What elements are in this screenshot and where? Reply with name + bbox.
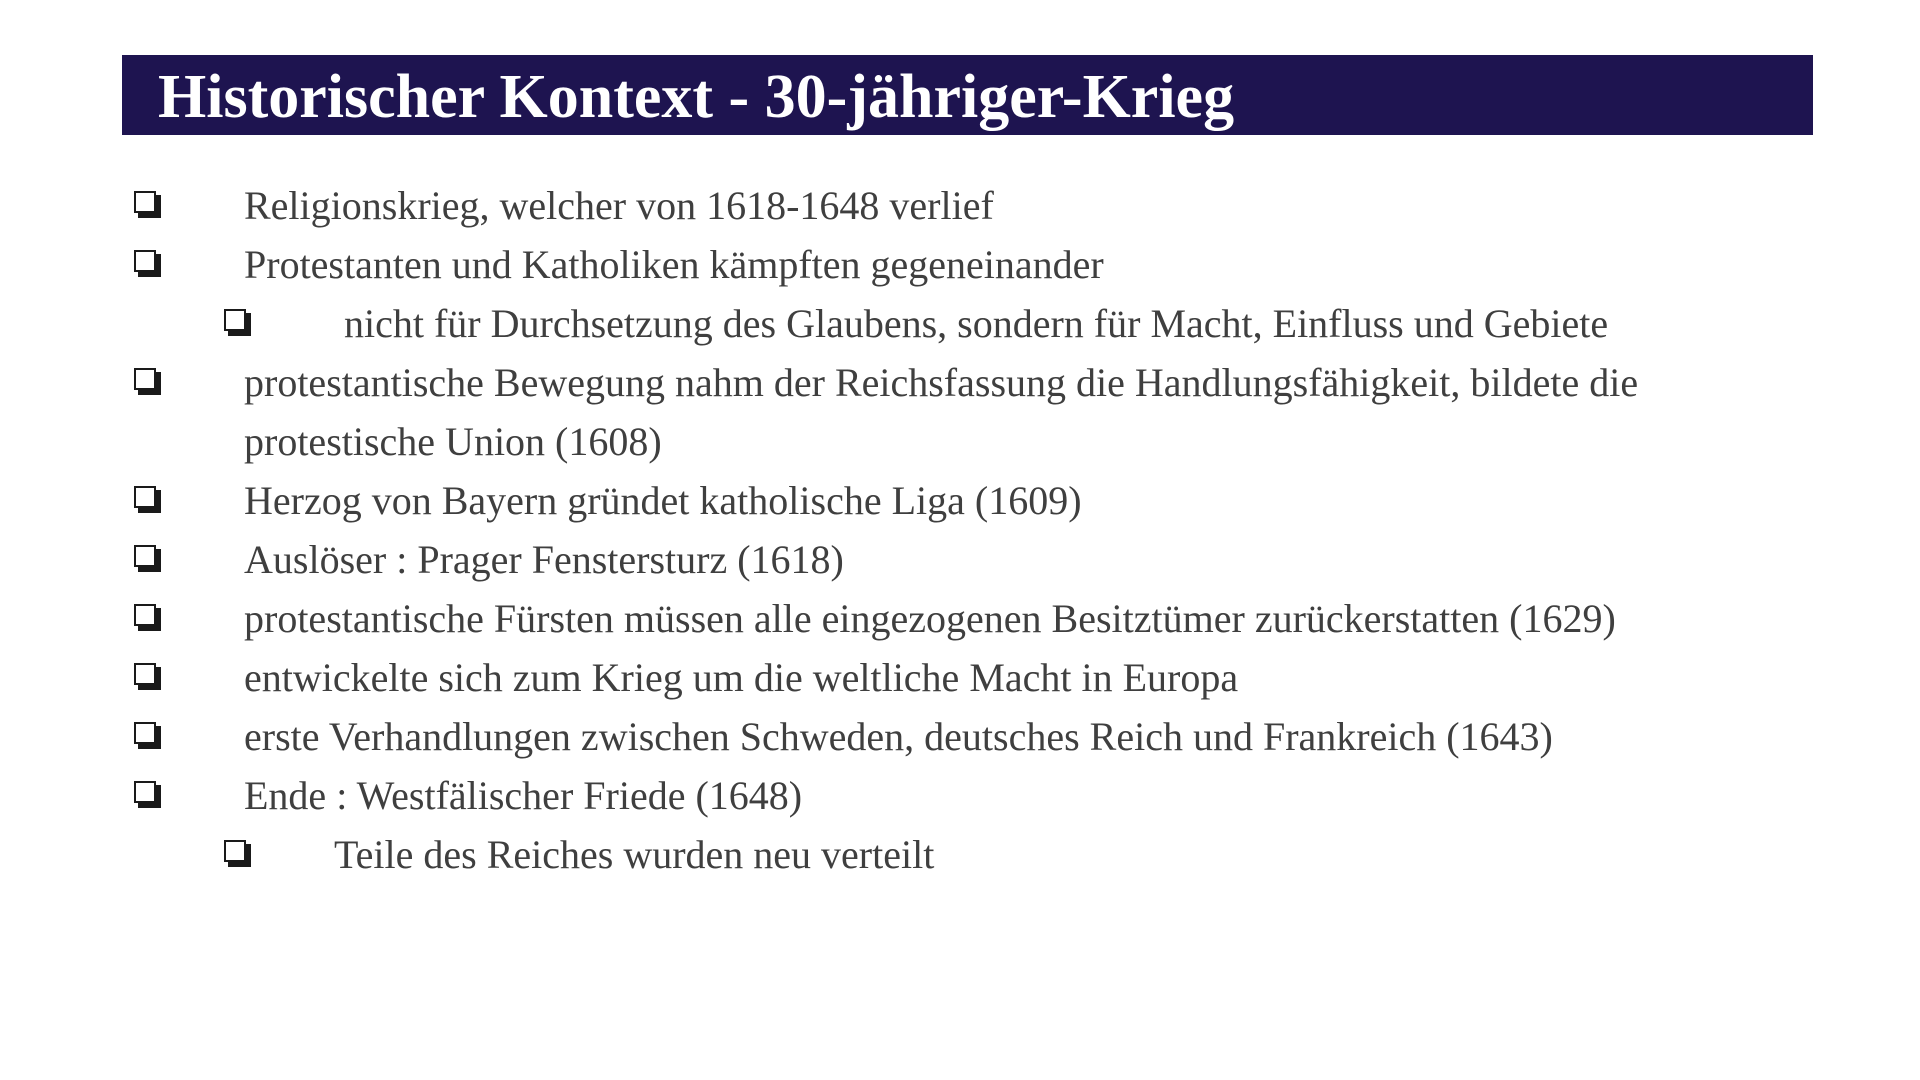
bullet-item [0, 530, 1920, 589]
checkbox-shadow-icon [224, 309, 252, 337]
bullet-text: Religionskrieg, welcher von 1618-1648 verlief [244, 183, 994, 228]
bullet-text: entwickelte sich zum Krieg um die weltliche Macht in Europa [244, 655, 1239, 700]
bullet-item [0, 589, 1920, 648]
bullet-text: Protestanten und Katholiken kämpften gegeneinander [244, 242, 1104, 287]
title-bar [122, 55, 1813, 135]
bullet-item [0, 648, 1920, 707]
bullet-text: Herzog von Bayern gründet katholische Liga (1609) [244, 478, 1082, 523]
checkbox-shadow-icon [134, 604, 162, 632]
sub-bullet-item [0, 294, 1920, 353]
bullet-text: Ende : Westfälischer Friede (1648) [244, 773, 803, 818]
bullet-item [0, 707, 1920, 766]
bullet-item [0, 353, 1920, 471]
checkbox-shadow-icon [134, 781, 162, 809]
slide-title: Historischer Kontext - 30-jähriger-Krieg [158, 63, 1235, 131]
sub-bullet-item [0, 825, 1920, 884]
bullet-item [0, 235, 1920, 294]
checkbox-shadow-icon [134, 486, 162, 514]
bullet-text: Auslöser : Prager Fenstersturz (1618) [244, 537, 844, 582]
checkbox-shadow-icon [134, 545, 162, 573]
bullet-item [0, 471, 1920, 530]
bullet-text: protestantische Bewegung nahm der Reichsfassung die Handlungsfähigkeit, bildete die protestische Union (1608) [244, 360, 1639, 464]
bullet-item [0, 176, 1920, 235]
bullet-list [0, 176, 1920, 884]
sub-bullet-text: Teile des Reiches wurden neu verteilt [334, 832, 935, 877]
checkbox-shadow-icon [134, 722, 162, 750]
checkbox-shadow-icon [134, 663, 162, 691]
checkbox-shadow-icon [134, 250, 162, 278]
bullet-item [0, 766, 1920, 825]
checkbox-shadow-icon [224, 840, 252, 868]
checkbox-shadow-icon [134, 191, 162, 219]
checkbox-shadow-icon [134, 368, 162, 396]
bullet-text: protestantische Fürsten müssen alle eingezogenen Besitztümer zurückerstatten (1629) [244, 596, 1616, 641]
sub-bullet-text: nicht für Durchsetzung des Glaubens, sondern für Macht, Einfluss und Gebiete [344, 301, 1609, 346]
bullet-text: erste Verhandlungen zwischen Schweden, deutsches Reich und Frankreich (1643) [244, 714, 1553, 759]
